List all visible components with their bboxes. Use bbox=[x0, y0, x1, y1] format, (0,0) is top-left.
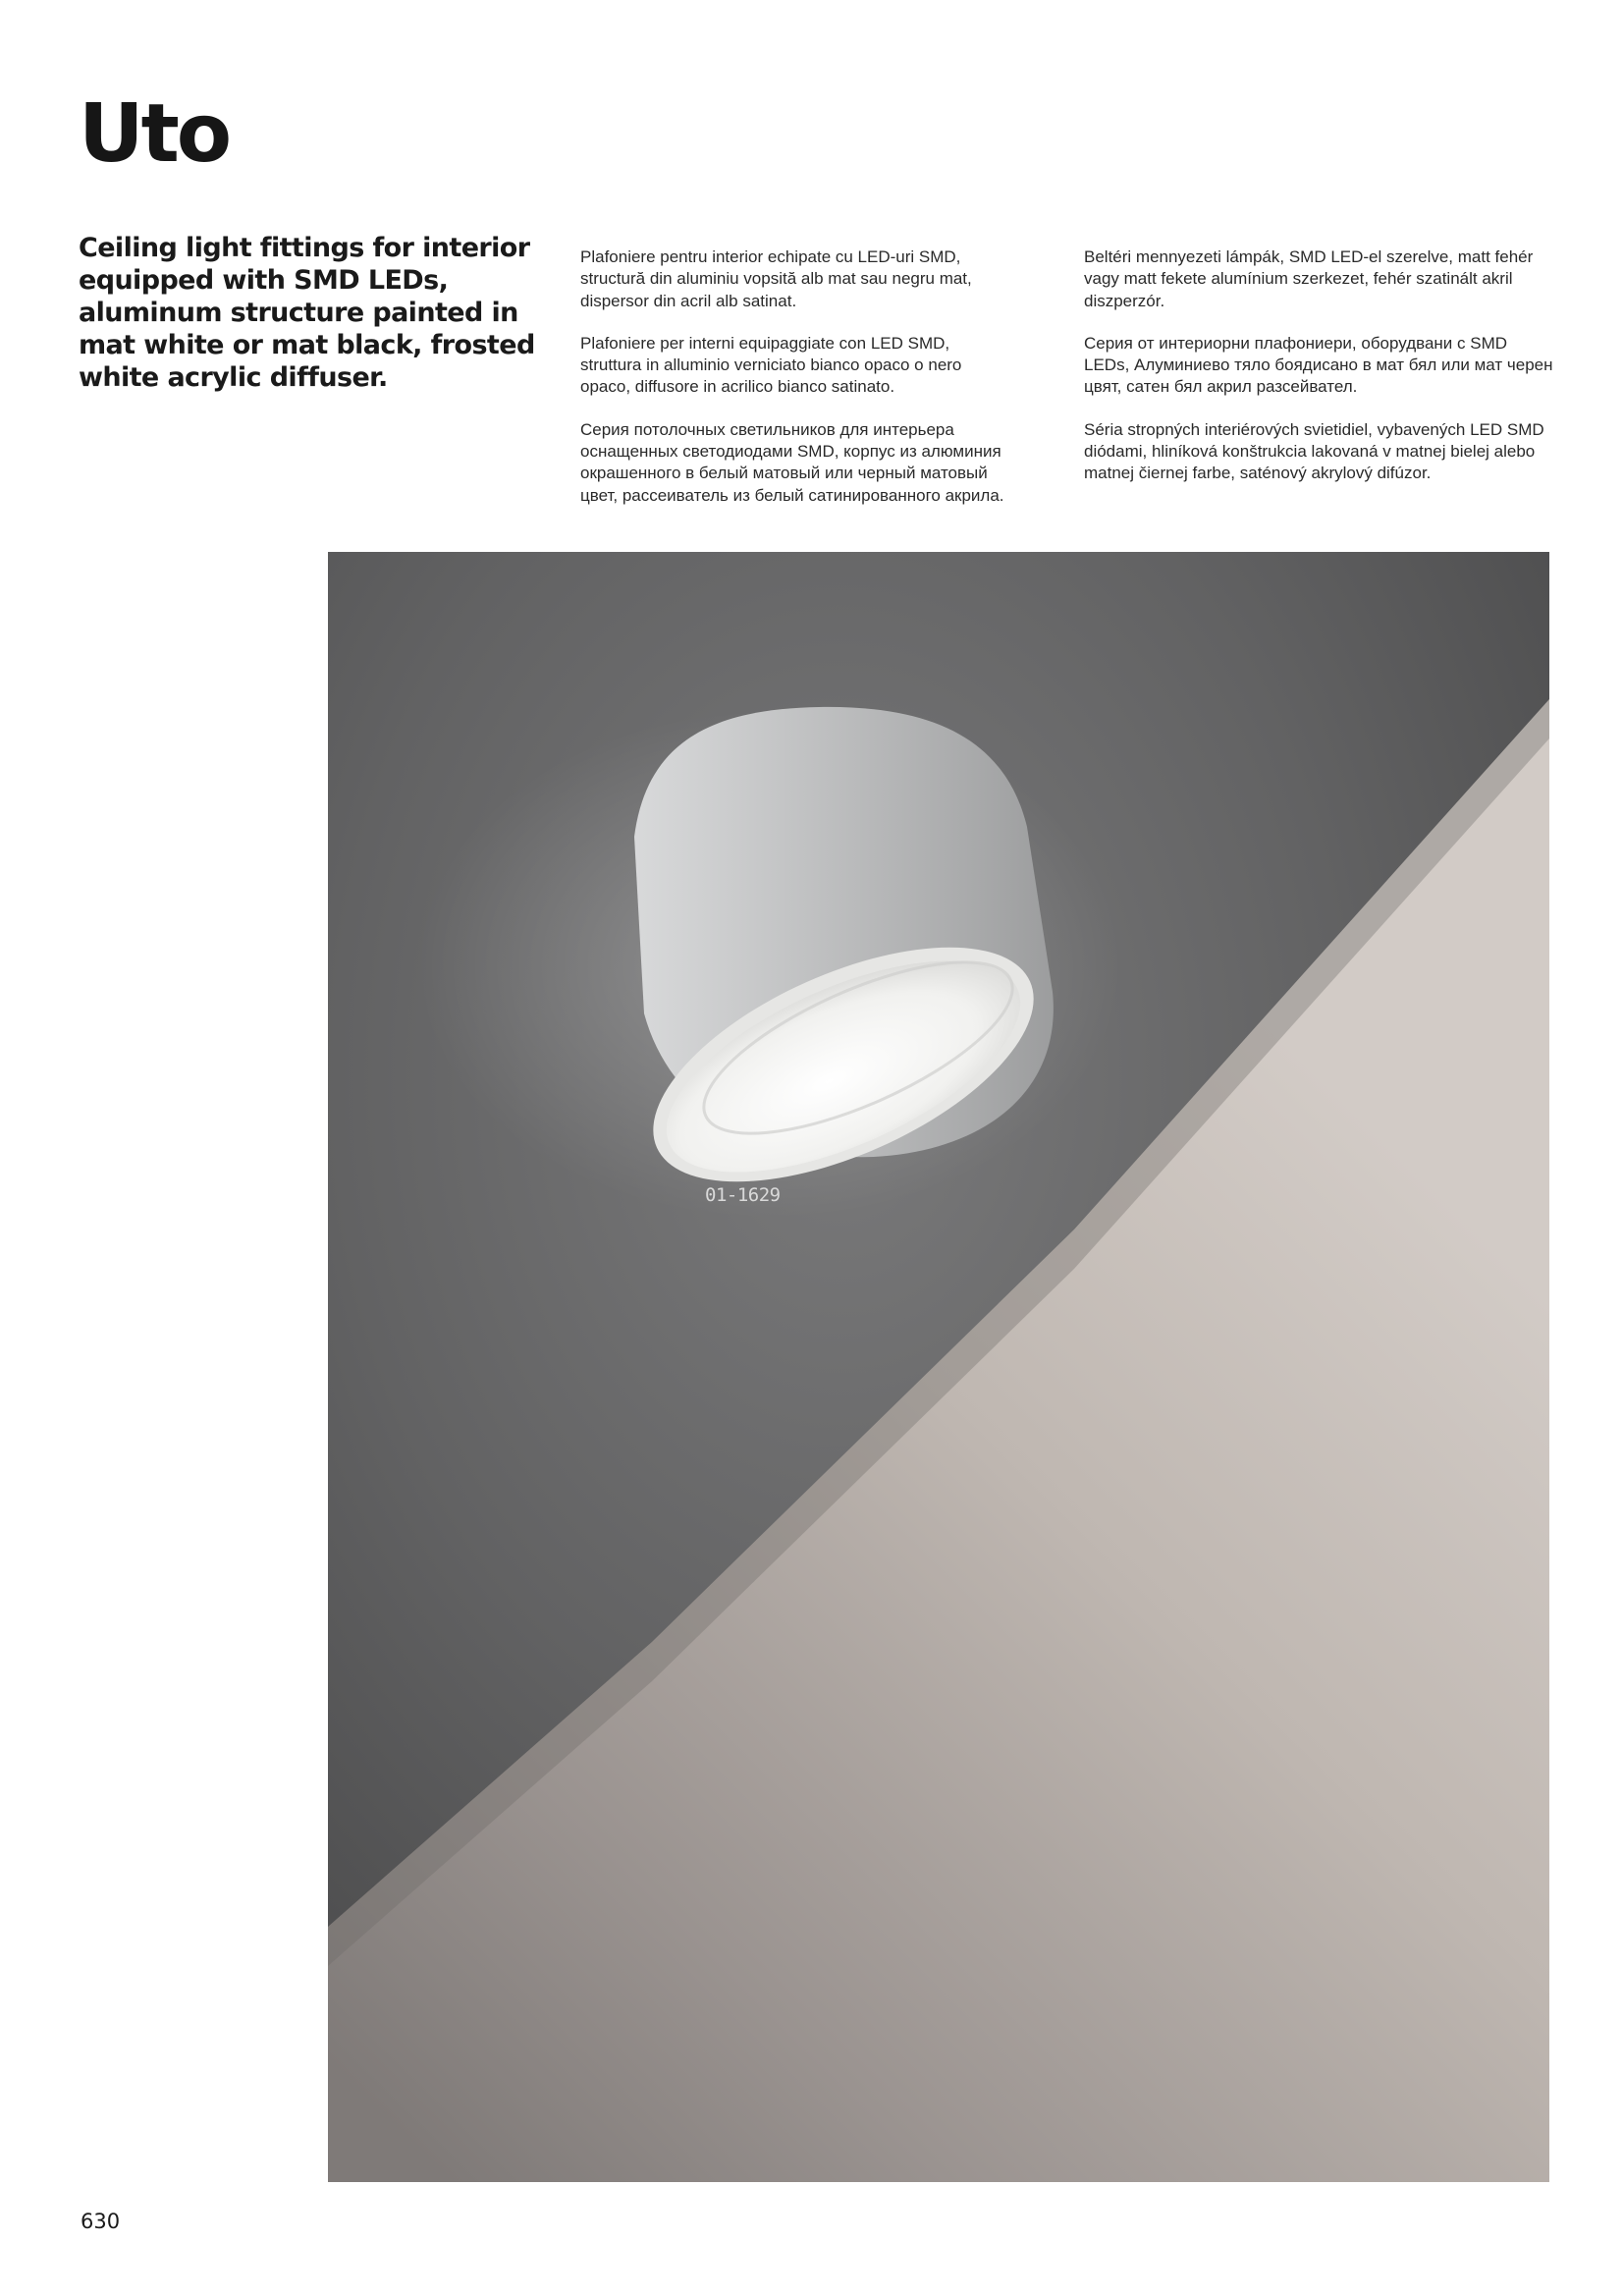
description-bulgarian: Серия от интериорни плафониери, оборудвани с SMD LEDs, Алуминиево тяло боядисано в мат бял или мат черен цвят, сатен бял акрил разсейвател. bbox=[1084, 333, 1553, 397]
description-russian: Серия потолочных светильников для интерьера оснащенных светодиодами SMD, корпус из алюминия окрашенного в белый матовый или черный матовый цвет, рассеиватель из белый сатинированного акрила. bbox=[580, 419, 1004, 505]
page-number: 630 bbox=[81, 2210, 121, 2233]
lead-description: Ceiling light fittings for interior equipped with SMD LEDs, aluminum structure painted in mat white or mat black, frosted white acrylic diffuser. bbox=[79, 233, 535, 393]
product-code-label: 01-1629 bbox=[705, 1184, 781, 1206]
description-slovak: Séria stropných interiérových svietidiel, vybavených LED SMD diódami, hliníková konštrukcia lakovaná v matnej bielej alebo matnej čiernej farbe, saténový akrylový difúzor. bbox=[1084, 419, 1544, 483]
description-column-1 bbox=[580, 246, 1012, 527]
product-photo bbox=[328, 552, 1549, 2182]
description-column-2 bbox=[1084, 246, 1555, 506]
description-italian: Plafoniere per interni equipaggiate con LED SMD, struttura in alluminio verniciato bianco opaco o nero opaco, diffusore in acrilico bianco satinato. bbox=[580, 333, 962, 397]
product-photo-illustration bbox=[328, 552, 1549, 2182]
description-romanian: Plafoniere pentru interior echipate cu LED-uri SMD, structură din aluminiu vopsită alb mat sau negru mat, dispersor din acril alb satinat. bbox=[580, 247, 972, 310]
description-hungarian: Beltéri mennyezeti lámpák, SMD LED-el szerelve, matt fehér vagy matt fekete alumínium szerkezet, fehér szatinált akril diszperzór. bbox=[1084, 247, 1534, 310]
product-title: Uto bbox=[79, 87, 230, 181]
